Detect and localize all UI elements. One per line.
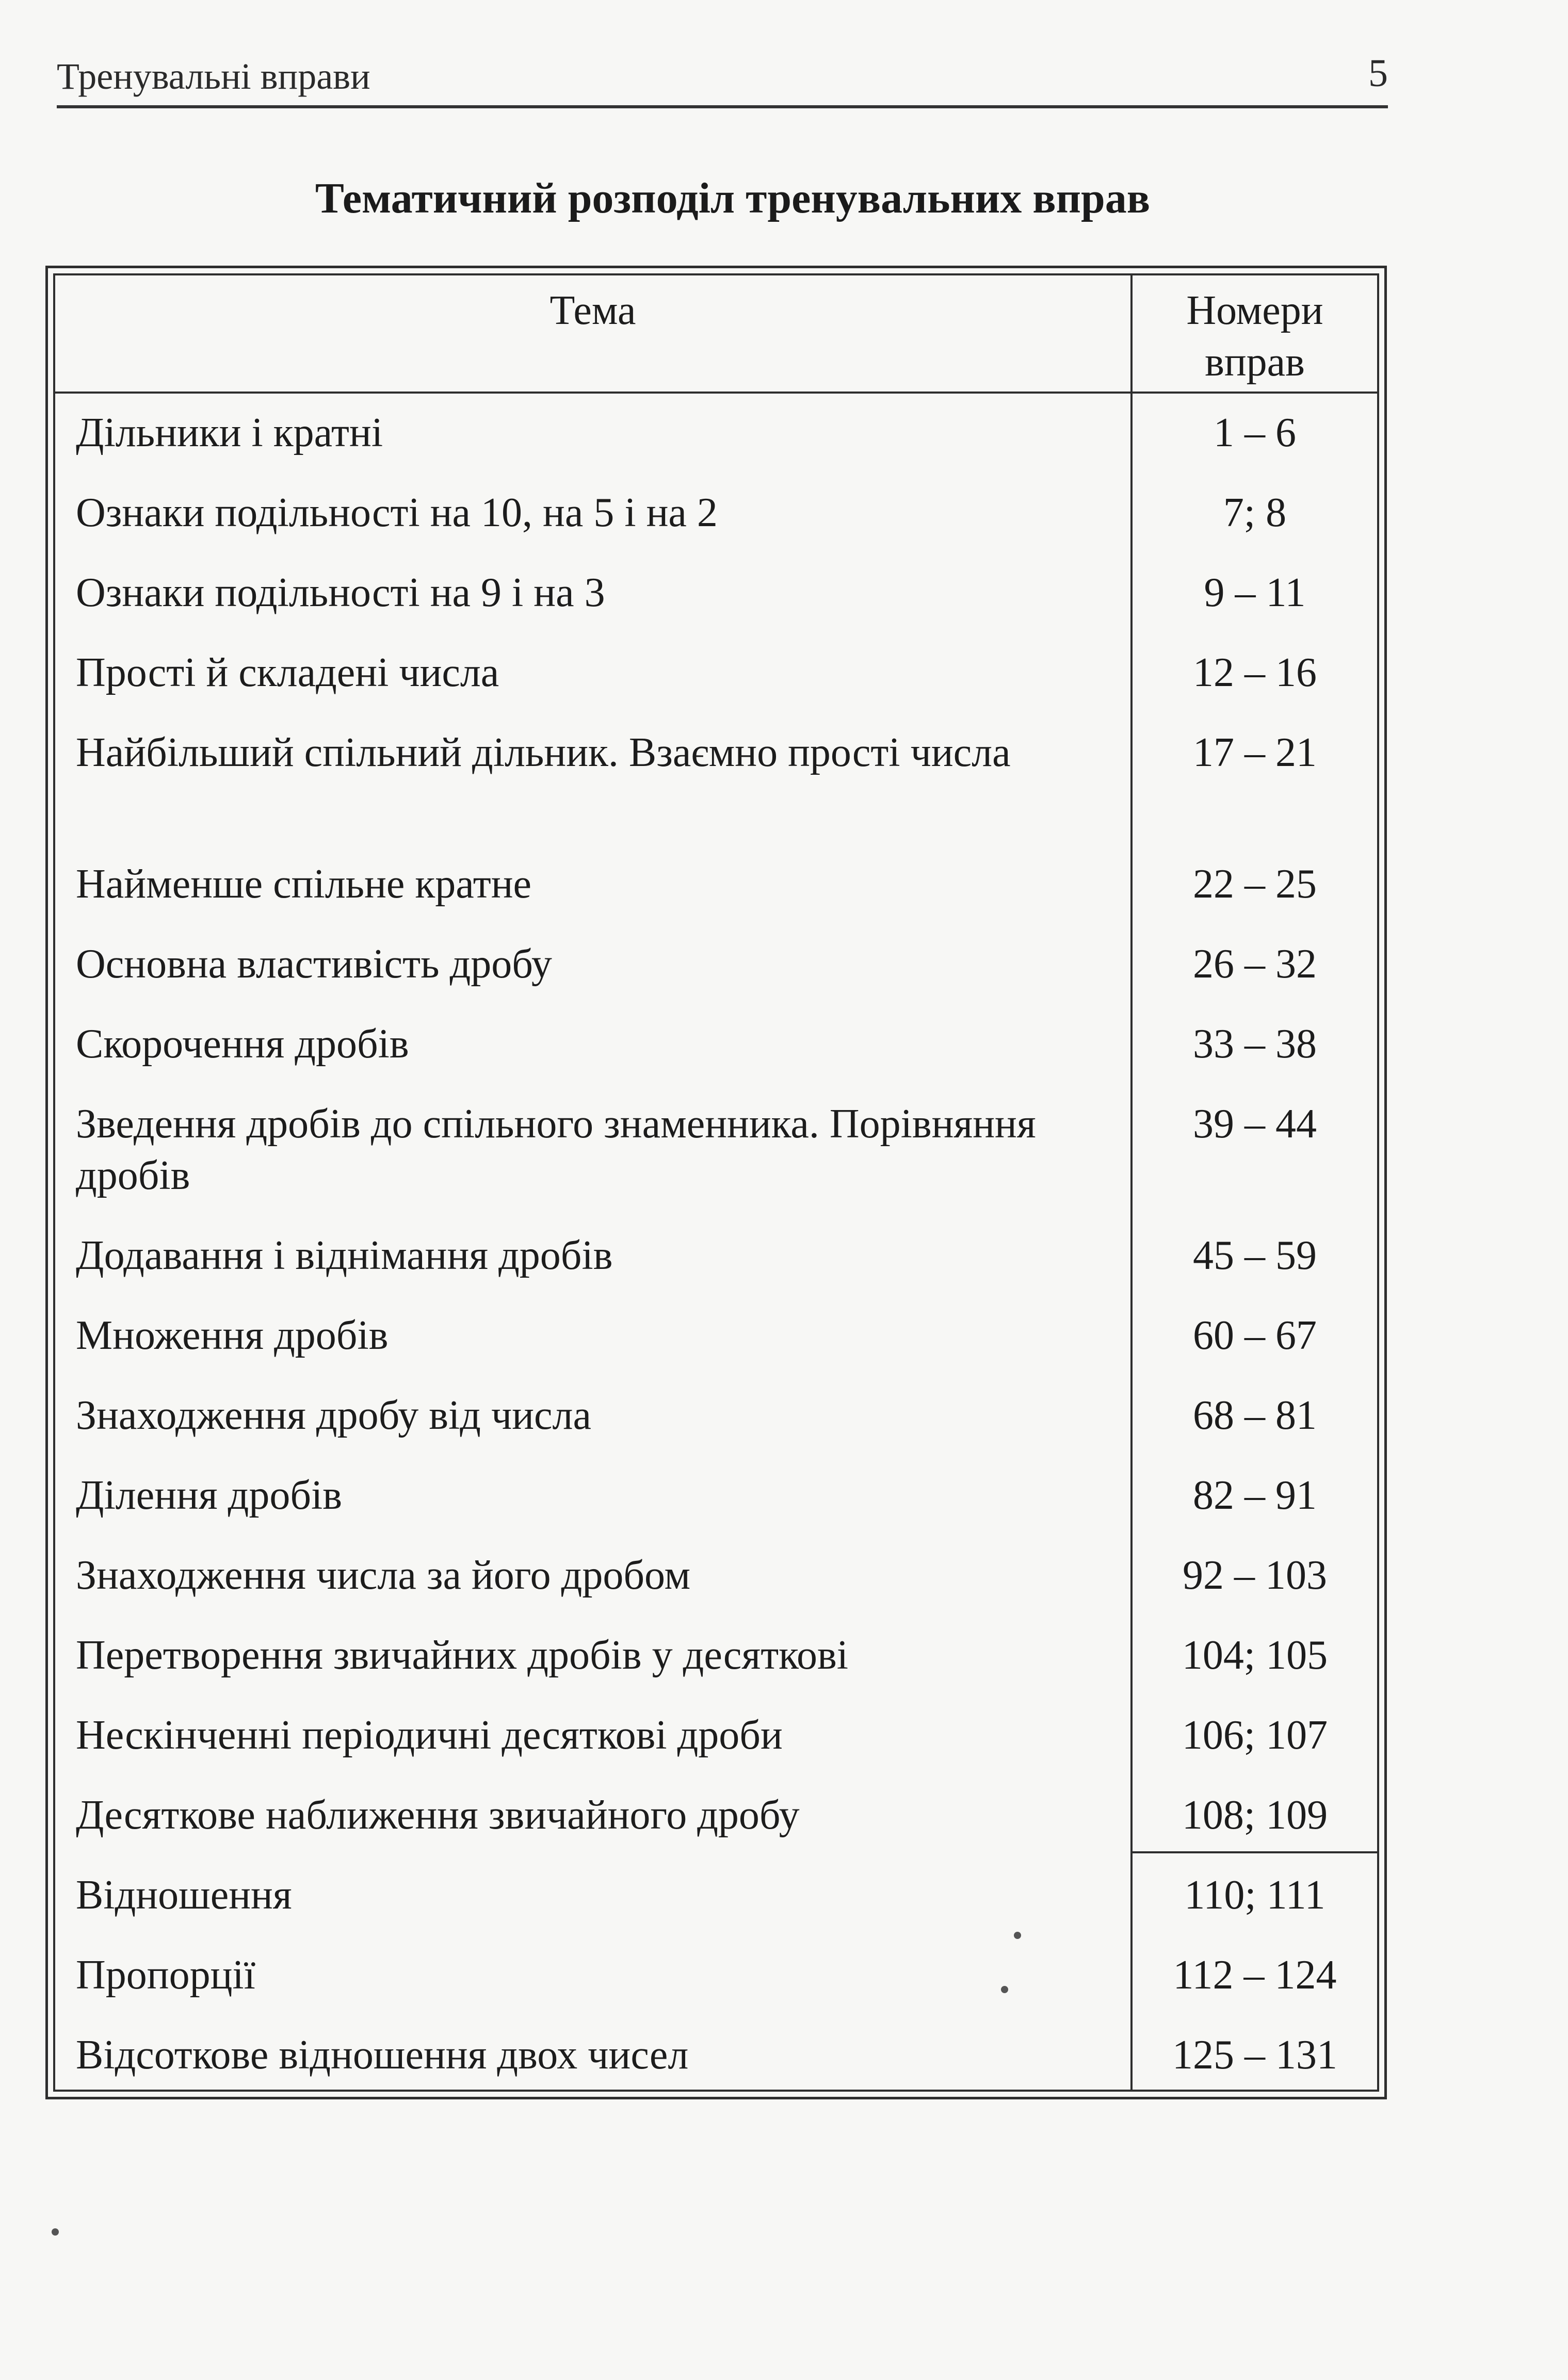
row-topic: Ознаки подільності на 9 і на 3 bbox=[76, 570, 605, 615]
row-numbers: 26 – 32 bbox=[1193, 941, 1317, 987]
table-row bbox=[55, 845, 1377, 925]
row-numbers: 92 – 103 bbox=[1183, 1553, 1327, 1598]
table-row bbox=[55, 1536, 1377, 1616]
table-row bbox=[55, 713, 1377, 845]
table-row bbox=[55, 2016, 1377, 2096]
table-row bbox=[55, 1856, 1377, 1936]
row-numbers: 39 – 44 bbox=[1193, 1101, 1317, 1147]
table-row bbox=[55, 925, 1377, 1005]
table-row bbox=[55, 1696, 1377, 1776]
table-body bbox=[55, 394, 1377, 2096]
column-header-numbers: Номери вправ bbox=[1186, 288, 1323, 385]
row-topic: Перетворення звичайних дробів у десяткові bbox=[76, 1633, 848, 1678]
row-numbers: 22 – 25 bbox=[1193, 861, 1317, 907]
row-numbers: 45 – 59 bbox=[1193, 1233, 1317, 1278]
row-numbers: 82 – 91 bbox=[1193, 1473, 1317, 1518]
table-row bbox=[55, 1376, 1377, 1456]
table-row bbox=[55, 1616, 1377, 1696]
row-topic: Знаходження дробу від числа bbox=[76, 1393, 591, 1438]
row-topic: Додавання і віднімання дробів bbox=[76, 1233, 613, 1278]
row-numbers: 108; 109 bbox=[1182, 1792, 1328, 1838]
print-speck bbox=[52, 2228, 59, 2236]
table-row bbox=[55, 633, 1377, 713]
row-topic: Ділення дробів bbox=[76, 1473, 343, 1518]
row-topic: Десяткове наближення звичайного дробу bbox=[76, 1792, 800, 1838]
row-topic: Знаходження числа за його дробом bbox=[76, 1553, 691, 1598]
table-row bbox=[55, 474, 1377, 553]
row-topic: Нескінченні періодичні десяткові дроби bbox=[76, 1713, 783, 1758]
exercise-table bbox=[45, 266, 1387, 2099]
row-topic: Прості й складені числа bbox=[76, 650, 499, 695]
running-header bbox=[57, 49, 1388, 108]
row-topic: Відношення bbox=[76, 1872, 292, 1918]
table-header-row bbox=[55, 275, 1377, 394]
section-title: Тематичний розподіл тренувальних вправ bbox=[315, 174, 1151, 222]
row-numbers: 17 – 21 bbox=[1193, 730, 1317, 775]
page-number: 5 bbox=[1368, 52, 1388, 95]
row-numbers: 7; 8 bbox=[1223, 490, 1287, 535]
row-topic: Найбільший спільний дільник. Взаємно прості числа bbox=[76, 730, 1011, 775]
table-row bbox=[55, 1456, 1377, 1536]
header-rule bbox=[57, 105, 1388, 108]
table-row bbox=[55, 1776, 1377, 1856]
row-topic: Найменше спільне кратне bbox=[76, 861, 532, 907]
table-row bbox=[55, 1085, 1377, 1216]
table-row bbox=[55, 1216, 1377, 1296]
print-speck bbox=[1001, 1986, 1008, 1993]
table-row bbox=[55, 553, 1377, 633]
row-numbers: 1 – 6 bbox=[1214, 410, 1296, 455]
row-numbers: 9 – 11 bbox=[1204, 570, 1306, 615]
row-numbers: 125 – 131 bbox=[1172, 2032, 1337, 2078]
row-topic: Дільники і кратні bbox=[76, 410, 383, 455]
table-row bbox=[55, 394, 1377, 474]
row-topic: Скорочення дробів bbox=[76, 1021, 409, 1067]
row-numbers: 110; 111 bbox=[1184, 1872, 1325, 1918]
row-numbers: 12 – 16 bbox=[1193, 650, 1317, 695]
row-numbers: 112 – 124 bbox=[1173, 1952, 1337, 1998]
row-topic: Зведення дробів до спільного знаменника. Порівняння дробів bbox=[76, 1101, 1036, 1198]
running-title: Тренувальні вправи bbox=[57, 56, 370, 97]
row-topic: Ознаки подільності на 10, на 5 і на 2 bbox=[76, 490, 718, 535]
column-header-topic: Тема bbox=[549, 288, 636, 333]
row-topic: Основна властивість дробу bbox=[76, 941, 552, 987]
print-speck bbox=[1014, 1932, 1021, 1939]
row-topic: Пропорції bbox=[76, 1952, 255, 1998]
row-numbers: 60 – 67 bbox=[1193, 1313, 1317, 1358]
table-row bbox=[55, 1936, 1377, 2016]
row-numbers: 104; 105 bbox=[1182, 1633, 1328, 1678]
row-topic: Множення дробів bbox=[76, 1313, 389, 1358]
numbers-last-row-rule bbox=[1133, 1851, 1377, 1853]
row-numbers: 106; 107 bbox=[1182, 1713, 1328, 1758]
table-row bbox=[55, 1005, 1377, 1085]
row-numbers: 68 – 81 bbox=[1193, 1393, 1317, 1438]
row-topic: Відсоткове відношення двох чисел bbox=[76, 2032, 689, 2078]
row-numbers: 33 – 38 bbox=[1193, 1021, 1317, 1067]
table-row bbox=[55, 1296, 1377, 1376]
table-inner-border bbox=[53, 273, 1379, 2092]
